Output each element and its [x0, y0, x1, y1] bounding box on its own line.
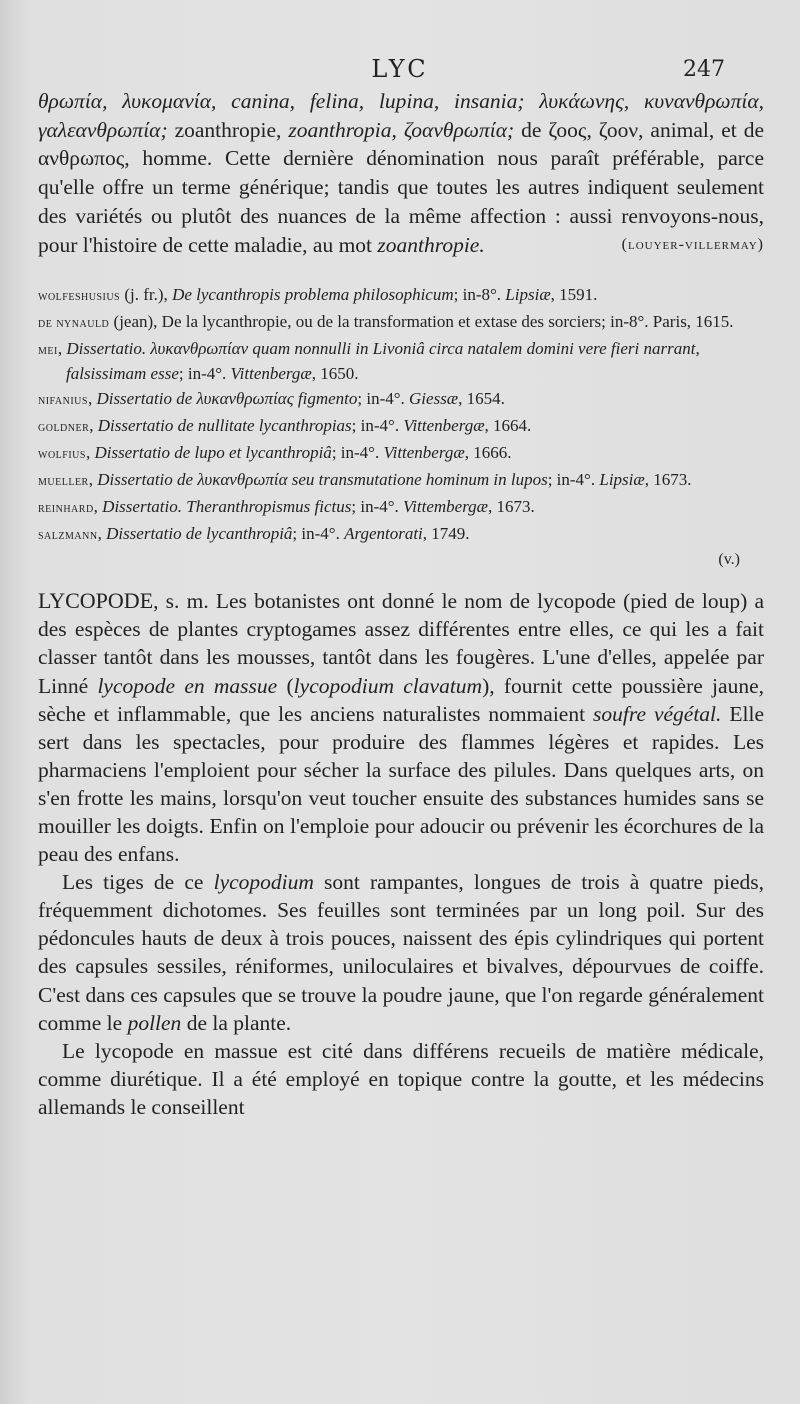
article-paragraph-2: [38, 868, 764, 1037]
italic-term: lycopodium clavatum: [293, 673, 483, 698]
ref-year: , 1666.: [464, 443, 512, 463]
bibliography: [38, 283, 764, 571]
reference-entry: [38, 495, 764, 520]
ref-place: Argentorati: [344, 524, 423, 544]
intro-paragraph: [38, 87, 764, 259]
ref-pre: ,: [89, 416, 98, 436]
ref-pre: ,: [57, 339, 67, 359]
ref-title: Dissertatio. Theranthropismus fictus: [102, 497, 352, 517]
ref-place: Vittenbergæ: [403, 416, 485, 436]
ref-place: Vittenbergæ: [383, 443, 465, 463]
author-signature: (louyer-villermay): [621, 235, 764, 253]
reference-entry: [38, 310, 764, 335]
text-run: , s. m. Les botanistes ont donné le nom de lycopode (pied de loup) a des espèces de plantes cryptogames assez différentes entre elles, ce qui les a fait classer tantôt dans les mousses, tantôt dans les fougères. L'une d'elles, appelée par Linné: [38, 589, 764, 698]
ref-author: wolfius: [38, 447, 86, 463]
article-lycopode: [38, 587, 764, 1121]
latin-terms: canina, felina, lupina, insania;: [216, 89, 525, 113]
headword: LYCOPODE: [38, 588, 154, 614]
ref-pre: ,: [97, 524, 107, 544]
ref-pre: (jean),: [109, 312, 162, 332]
ref-author: de nynauld: [38, 316, 110, 332]
ref-rest: ; in-4°.: [351, 497, 404, 517]
reference-entry: [38, 522, 764, 547]
ref-rest: ; in-4°.: [178, 364, 231, 384]
intro-text: zoanthropie,: [167, 117, 282, 142]
ref-title: De lycanthropis problema philosophicum: [172, 285, 454, 305]
intro-italic: zoanthropia, ζοανθρωπία;: [281, 117, 515, 142]
page-header: [0, 55, 800, 89]
page-body: [38, 87, 764, 1121]
ref-author: reinhard: [38, 501, 94, 517]
italic-term: lycopodium: [203, 870, 314, 895]
ref-pre: ,: [87, 389, 97, 409]
page-number: 247: [683, 57, 725, 82]
text-run: Elle sert dans les spectacles, pour produire des flammes légères et rapides. Les pharmaciens l'emploient pour sécher la surface des pilules. Dans quelques arts, on s'en frotte les mains, lorsqu'on veut toucher ensuite des substances humides sans se mouiller les doigts. Enfin on l'emploie pour adoucir ou prévenir les écorchures de la peau des enfans.: [38, 701, 764, 867]
ref-year: , 1749.: [422, 524, 470, 544]
ref-year: , 1673.: [488, 497, 535, 517]
ref-rest: ; in-4°.: [351, 416, 404, 436]
ref-author: nifanius: [38, 393, 88, 409]
text-run: Les tiges de ce: [62, 870, 204, 895]
reference-entry: [38, 441, 764, 466]
ref-pre: (j. fr.),: [120, 285, 173, 305]
ref-rest: ; in-4°.: [331, 443, 384, 463]
text-run: de la plante.: [181, 1010, 292, 1035]
ref-rest: ; in-4°.: [547, 470, 600, 490]
ref-year: , 1650.: [311, 364, 359, 384]
reference-entry: [38, 468, 764, 493]
ref-author: goldner: [38, 420, 90, 436]
article-paragraph-3: Le lycopode en massue est cité dans différens recueils de matière médicale, comme diurétique. Il a été employé en topique contre la goutte, et les médecins allemands le conseillent: [38, 1038, 764, 1119]
ref-pre: ,: [93, 497, 103, 517]
ref-year: , 1591.: [550, 285, 598, 305]
article-paragraph-1: [38, 587, 764, 868]
reference-entry: [38, 414, 764, 439]
text-run: (: [277, 673, 294, 698]
ref-pre: ,: [85, 443, 95, 463]
contributor-initials: (v.): [718, 551, 740, 569]
cross-reference: zoanthropie.: [372, 232, 485, 257]
greek-terms: θρωπία, λυκομανία,: [38, 89, 217, 113]
ref-place: Vittembergæ: [403, 497, 489, 517]
ref-title: Dissertatio de lupo et lycanthropiâ: [94, 443, 332, 463]
reference-entry: [38, 337, 764, 385]
ref-title: Dissertatio. λυκανθρωπίαν quam nonnulli in Livoniâ circa natalem domini vere fieri narrant, falsissimam esse: [66, 339, 700, 384]
text-run: ), fournit cette poussière jaune, sèche et inflammable, que les anciens naturalistes nommaient: [38, 673, 764, 726]
ref-rest: ; in-8°.: [453, 285, 506, 305]
ref-place: Lipsiæ: [599, 470, 645, 490]
greek-terms-2: λυκάωνης, κυνανθρωπία, γαλεανθρωπία;: [38, 89, 764, 142]
reference-entry: [38, 387, 764, 412]
ref-author: wolfeshusius: [38, 289, 121, 305]
ref-pre: ,: [88, 470, 98, 490]
ref-place: Giessæ: [409, 389, 459, 409]
ref-year: , 1673.: [644, 470, 692, 490]
ref-title: Dissertatio de lycanthropiâ: [106, 524, 293, 544]
ref-place: Lipsiæ: [505, 285, 551, 305]
reference-entry: [38, 283, 764, 308]
ref-title: Dissertatio de λυκανθρωπίας figmento: [96, 389, 358, 409]
ref-place: Vittenbergæ: [230, 364, 312, 384]
ref-year: , 1664.: [484, 416, 532, 436]
running-head: LYC: [371, 55, 429, 83]
ref-year: , 1654.: [458, 389, 505, 409]
italic-term: lycopode en massue: [88, 673, 278, 698]
intro-text-2: de ζοος, ζοον, animal, et de ανθρωπος, homme. Cette dernière dénomination nous paraît préférable, parce qu'elle offre un terme générique; tandis que toutes les autres indiquent seulement des variétés ou plutôt des nuances de la même affection : aussi renvoyons-nous, pour l'histoire de cette maladie, au mot: [38, 117, 764, 257]
text-run: sont rampantes, longues de trois à quatre pieds, fréquemment dichotomes. Ses feuilles sont terminées par un long poil. Sur des pédoncules hauts de deux à trois pouces, naissent des épis cylindriques qui portent des capsules sessiles, réniformes, uniloculaires et bivalves, dépourvues de coiffe. C'est dans ces capsules que se trouve la poudre jaune, que l'on regarde généralement comme le: [38, 870, 764, 1035]
ref-rest: ; in-4°.: [292, 524, 345, 544]
ref-author: mueller: [38, 474, 89, 490]
ref-author: mei: [38, 343, 58, 359]
italic-term: soufre végétal.: [585, 701, 722, 726]
italic-term: pollen: [122, 1010, 182, 1035]
ref-rest: ; in-4°.: [357, 389, 410, 409]
ref-title: Dissertatio de nullitate lycanthropias: [97, 416, 352, 436]
ref-rest: De la lycanthropie, ou de la transformation et extase des sorciers; in-8°. Paris, 1615.: [161, 312, 734, 332]
ref-author: salzmann: [38, 528, 98, 544]
ref-title: Dissertatio de λυκανθρωπία seu transmutatione hominum in lupos: [97, 470, 548, 490]
